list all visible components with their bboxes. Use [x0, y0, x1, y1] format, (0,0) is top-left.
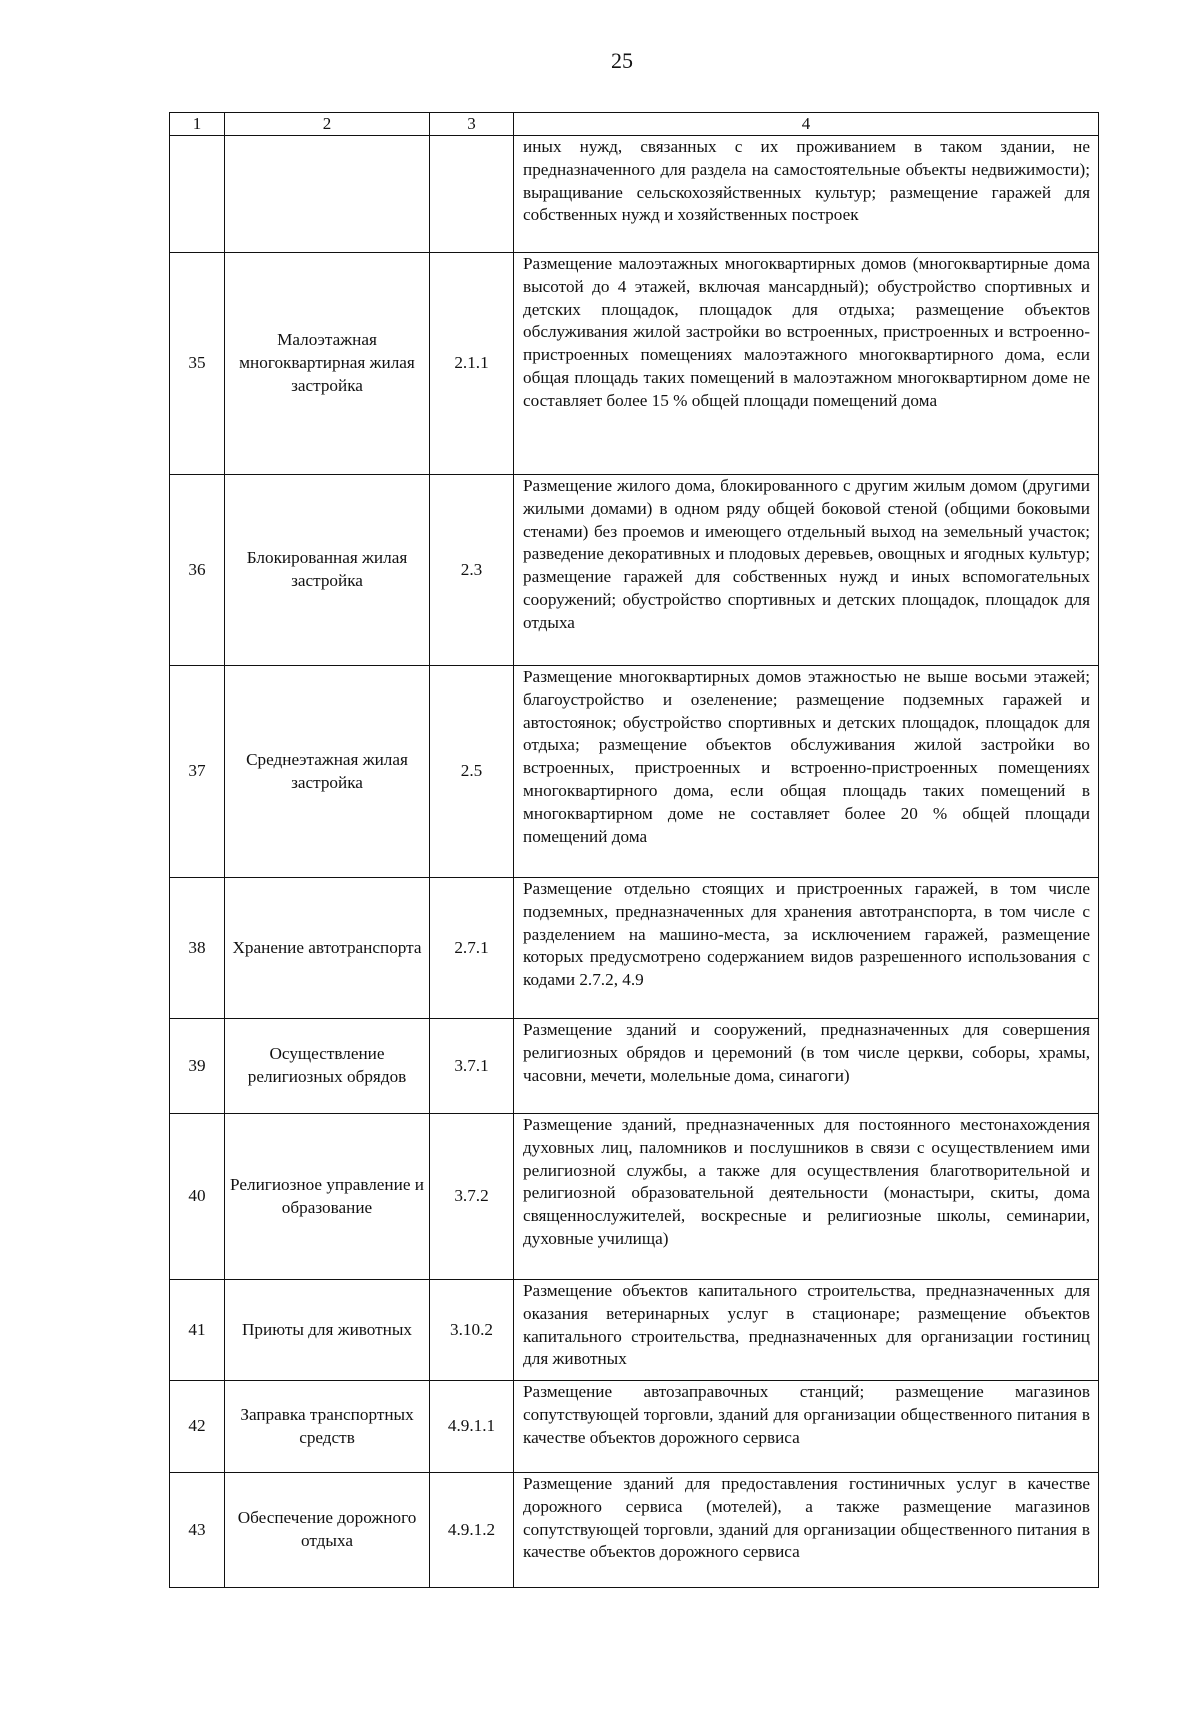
use-type-code: 2.3: [430, 475, 514, 666]
use-type-description: Размещение автозаправочных станций; размещение магазинов сопутствующей торговли, зданий для организации общественного питания в качестве объектов дорожного сервиса: [523, 1382, 1090, 1447]
column-header-4: 4: [514, 113, 1099, 136]
use-type-code: 2.7.1: [430, 878, 514, 1019]
row-number: 43: [170, 1473, 225, 1588]
use-type-description-cell: [514, 1473, 1099, 1588]
use-type-code: 3.7.2: [430, 1114, 514, 1280]
use-type-name: Обеспечение дорожного отдыха: [225, 1473, 430, 1588]
use-type-code: 2.1.1: [430, 253, 514, 475]
use-type-description: Размещение зданий для предоставления гостиничных услуг в качестве дорожного сервиса (мотелей), а также размещение магазинов сопутствующей торговли, зданий для организации общественного питания в качестве объектов дорожного сервиса: [523, 1474, 1090, 1562]
row-number: 37: [170, 666, 225, 878]
use-type-description-cell: [514, 1381, 1099, 1473]
row-number: 39: [170, 1019, 225, 1114]
use-type-code: [430, 136, 514, 253]
row-number: 36: [170, 475, 225, 666]
column-header-3: 3: [430, 113, 514, 136]
use-type-description: Размещение объектов капитального строительства, предназначенных для оказания ветеринарных услуг в стационаре; размещение объектов капитального строительства, предназначенных для организации гостиниц для животных: [523, 1281, 1090, 1369]
use-type-description: Размещение малоэтажных многоквартирных домов (многоквартирные дома высотой до 4 этажей, включая мансардный); обустройство спортивных и детских площадок, площадок для отдыха; размещение объектов обслуживания жилой застройки во встроенных, пристроенных и встроенно-пристроенных помещениях малоэтажного многоквартирного дома, если общая площадь таких помещений в малоэтажном многоквартирном доме не составляет более 15 % общей площади помещений дома: [523, 254, 1090, 410]
use-type-description-cell: [514, 1280, 1099, 1381]
use-type-description-cell: [514, 136, 1099, 253]
use-type-name: Среднеэтажная жилая застройка: [225, 666, 430, 878]
table-row: [170, 666, 1099, 878]
use-type-description-cell: [514, 253, 1099, 475]
table-row: [170, 1114, 1099, 1280]
use-type-code: 4.9.1.2: [430, 1473, 514, 1588]
use-type-code: 2.5: [430, 666, 514, 878]
row-number: 40: [170, 1114, 225, 1280]
use-type-name: Религиозное управление и образование: [225, 1114, 430, 1280]
land-use-table: [169, 112, 1099, 1588]
use-type-name: Блокированная жилая застройка: [225, 475, 430, 666]
table-row: [170, 1473, 1099, 1588]
use-type-name: Осуществление религиозных обрядов: [225, 1019, 430, 1114]
use-type-name: Хранение автотранспорта: [225, 878, 430, 1019]
table-row: [170, 1280, 1099, 1381]
use-type-description: Размещение многоквартирных домов этажностью не выше восьми этажей; благоустройство и озеленение; размещение подземных гаражей и автостоянок; обустройство спортивных и детских площадок, площадок для отдыха; размещение объектов обслуживания жилой застройки во встроенных, пристроенных и встроенно-пристроенных помещениях многоквартирного дома, если общая площадь таких помещений в многоквартирном доме не составляет более 20 % общей площади помещений дома: [523, 667, 1090, 846]
use-type-name: Заправка транспортных средств: [225, 1381, 430, 1473]
table-row: [170, 1019, 1099, 1114]
use-type-description-cell: [514, 1019, 1099, 1114]
use-type-description-cell: [514, 878, 1099, 1019]
row-number: 41: [170, 1280, 225, 1381]
use-type-code: 4.9.1.1: [430, 1381, 514, 1473]
table-row: [170, 253, 1099, 475]
table-row: [170, 136, 1099, 253]
column-header-2: 2: [225, 113, 430, 136]
row-number: 42: [170, 1381, 225, 1473]
use-type-code: 3.7.1: [430, 1019, 514, 1114]
table-row: [170, 878, 1099, 1019]
table-row: [170, 1381, 1099, 1473]
use-type-description: Размещение отдельно стоящих и пристроенных гаражей, в том числе подземных, предназначенных для хранения автотранспорта, в том числе с разделением на машино-места, за исключением гаражей, размещение которых предусмотрено содержанием видов разрешенного использования с кодами 2.7.2, 4.9: [523, 879, 1090, 990]
table-header-row: [170, 113, 1099, 136]
use-type-name: [225, 136, 430, 253]
use-type-code: 3.10.2: [430, 1280, 514, 1381]
use-type-name: Малоэтажная многоквартирная жилая застройка: [225, 253, 430, 475]
use-type-description: Размещение зданий, предназначенных для постоянного местонахождения духовных лиц, паломников и послушников в связи с осуществлением ими религиозной службы, а также для осуществления благотворительной и религиозной образовательной деятельности (монастыри, скиты, дома священнослужителей, воскресные и религиозные школы, семинарии, духовные училища): [523, 1115, 1090, 1248]
column-header-1: 1: [170, 113, 225, 136]
use-type-description-cell: [514, 475, 1099, 666]
row-number: [170, 136, 225, 253]
use-type-description-cell: [514, 1114, 1099, 1280]
row-number: 35: [170, 253, 225, 475]
use-type-description-cell: [514, 666, 1099, 878]
use-type-name: Приюты для животных: [225, 1280, 430, 1381]
use-type-description: иных нужд, связанных с их проживанием в таком здании, не предназначенного для раздела на самостоятельные объекты недвижимости); выращивание сельскохозяйственных культур; размещение гаражей для собственных нужд и хозяйственных построек: [523, 137, 1090, 225]
use-type-description: Размещение зданий и сооружений, предназначенных для совершения религиозных обрядов и церемоний (в том числе церкви, соборы, храмы, часовни, мечети, молельные дома, синагоги): [523, 1020, 1090, 1085]
row-number: 38: [170, 878, 225, 1019]
table-row: [170, 475, 1099, 666]
use-type-description: Размещение жилого дома, блокированного с другим жилым домом (другими жилыми домами) в одном ряду общей боковой стеной (общими боковыми стенами) без проемов и имеющего отдельный выход на земельный участок; разведение декоративных и плодовых деревьев, овощных и ягодных культур; размещение гаражей для собственных нужд и иных вспомогательных сооружений; обустройство спортивных и детских площадок, площадок для отдыха: [523, 476, 1090, 632]
page-number: 25: [611, 48, 633, 73]
